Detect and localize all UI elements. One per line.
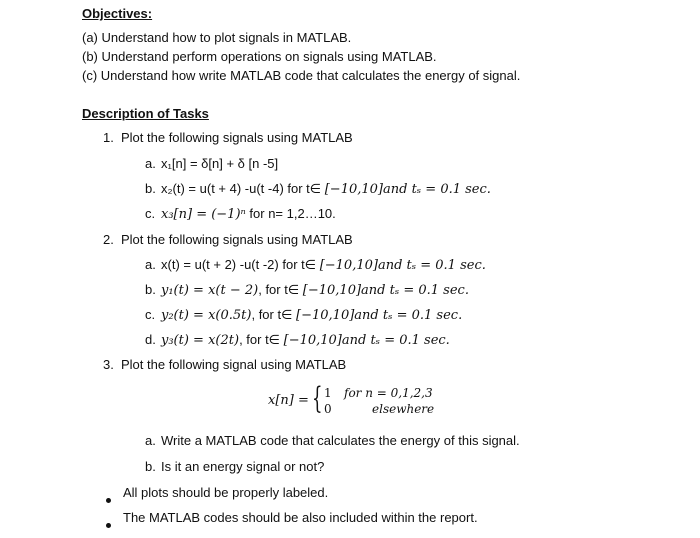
task-3a-text: Write a MATLAB code that calculates the energy of this signal.: [161, 433, 520, 448]
task-2a: [145, 257, 486, 273]
task-2b-math1: y₁(t) = x(t − 2): [161, 283, 259, 298]
task-1-number: 1.: [103, 130, 114, 145]
task-3b: [145, 459, 324, 474]
task-2c-math1: y₂(t) = x(0.5t): [161, 308, 252, 323]
task-1c-math: x₃[n] = (−1)ⁿ: [161, 207, 246, 222]
task-2-number: 2.: [103, 232, 114, 247]
equation-case1-value: 1: [324, 386, 332, 400]
note-2-bullet: [106, 516, 111, 531]
objective-c: (c) Understand how write MATLAB code that calculates the energy of signal.: [82, 68, 521, 83]
objectives-heading: Objectives:: [82, 6, 153, 21]
task-2c-label: c.: [145, 307, 156, 322]
task-2c-mid: , for t∈: [251, 307, 297, 322]
task-2b-mid: , for t∈: [258, 282, 303, 297]
task-2a-left: x(t) = u(t + 2) -u(t -2) for t∈: [161, 257, 320, 272]
task-1a-label: a.: [145, 156, 156, 171]
task-2d-mid: , for t∈: [239, 332, 284, 347]
task-3b-label: b.: [145, 459, 156, 474]
task-2d-math1: y₃(t) = x(2t): [161, 333, 240, 348]
task-2b-math2: [−10,10]and tₛ = 0.1 sec.: [302, 283, 469, 298]
task-2d-label: d.: [145, 332, 156, 347]
task-2-title: Plot the following signals using MATLAB: [121, 232, 353, 247]
objective-b: (b) Understand perform operations on signals using MATLAB.: [82, 49, 437, 64]
task-1c: [145, 206, 336, 222]
tasks-heading: Description of Tasks: [82, 106, 209, 121]
task-3b-text: Is it an energy signal or not?: [161, 459, 325, 474]
task-1a-text: x₁[n] = δ[n] + δ [n -5]: [161, 156, 279, 171]
task-1a: [145, 156, 278, 171]
task-3-title: Plot the following signal using MATLAB: [121, 357, 347, 372]
task-2b-label: b.: [145, 282, 156, 297]
task-1b-math: [−10,10]and tₛ = 0.1 sec.: [324, 182, 491, 197]
task-2a-math: [−10,10]and tₛ = 0.1 sec.: [319, 258, 486, 273]
task-1b: [145, 181, 491, 197]
equation-lhs: x[n] =: [268, 393, 309, 408]
task-1c-label: c.: [145, 206, 156, 221]
equation-case2-condition: elsewhere: [372, 402, 435, 416]
equation-brace: {: [312, 381, 323, 416]
task-1: [103, 130, 353, 145]
task-1b-label: b.: [145, 181, 156, 196]
note-2: The MATLAB codes should be also included within the report.: [123, 510, 478, 525]
task-1-title: Plot the following signals using MATLAB: [121, 130, 353, 145]
task-3-number: 3.: [103, 357, 114, 372]
equation-case1-condition: for n = 0,1,2,3: [344, 386, 433, 400]
note-1: All plots should be properly labeled.: [123, 485, 329, 500]
task-2: [103, 232, 353, 247]
note-1-bullet: [106, 491, 111, 506]
task-2c-math2: [−10,10]and tₛ = 0.1 sec.: [296, 308, 463, 323]
task-2c: [145, 307, 462, 323]
task-1c-rest: for n= 1,2…10.: [245, 206, 336, 221]
task-2b: [145, 282, 469, 298]
task-2d-math2: [−10,10]and tₛ = 0.1 sec.: [283, 333, 450, 348]
objective-a: (a) Understand how to plot signals in MATLAB.: [82, 30, 352, 45]
task-3: [103, 357, 346, 372]
equation-case2-value: 0: [324, 402, 332, 416]
task-1b-left: x₂(t) = u(t + 4) -u(t -4) for t∈: [161, 181, 325, 196]
task-2a-label: a.: [145, 257, 156, 272]
task-3a-label: a.: [145, 433, 156, 448]
task-3a: [145, 433, 520, 448]
task-2d: [145, 332, 450, 348]
